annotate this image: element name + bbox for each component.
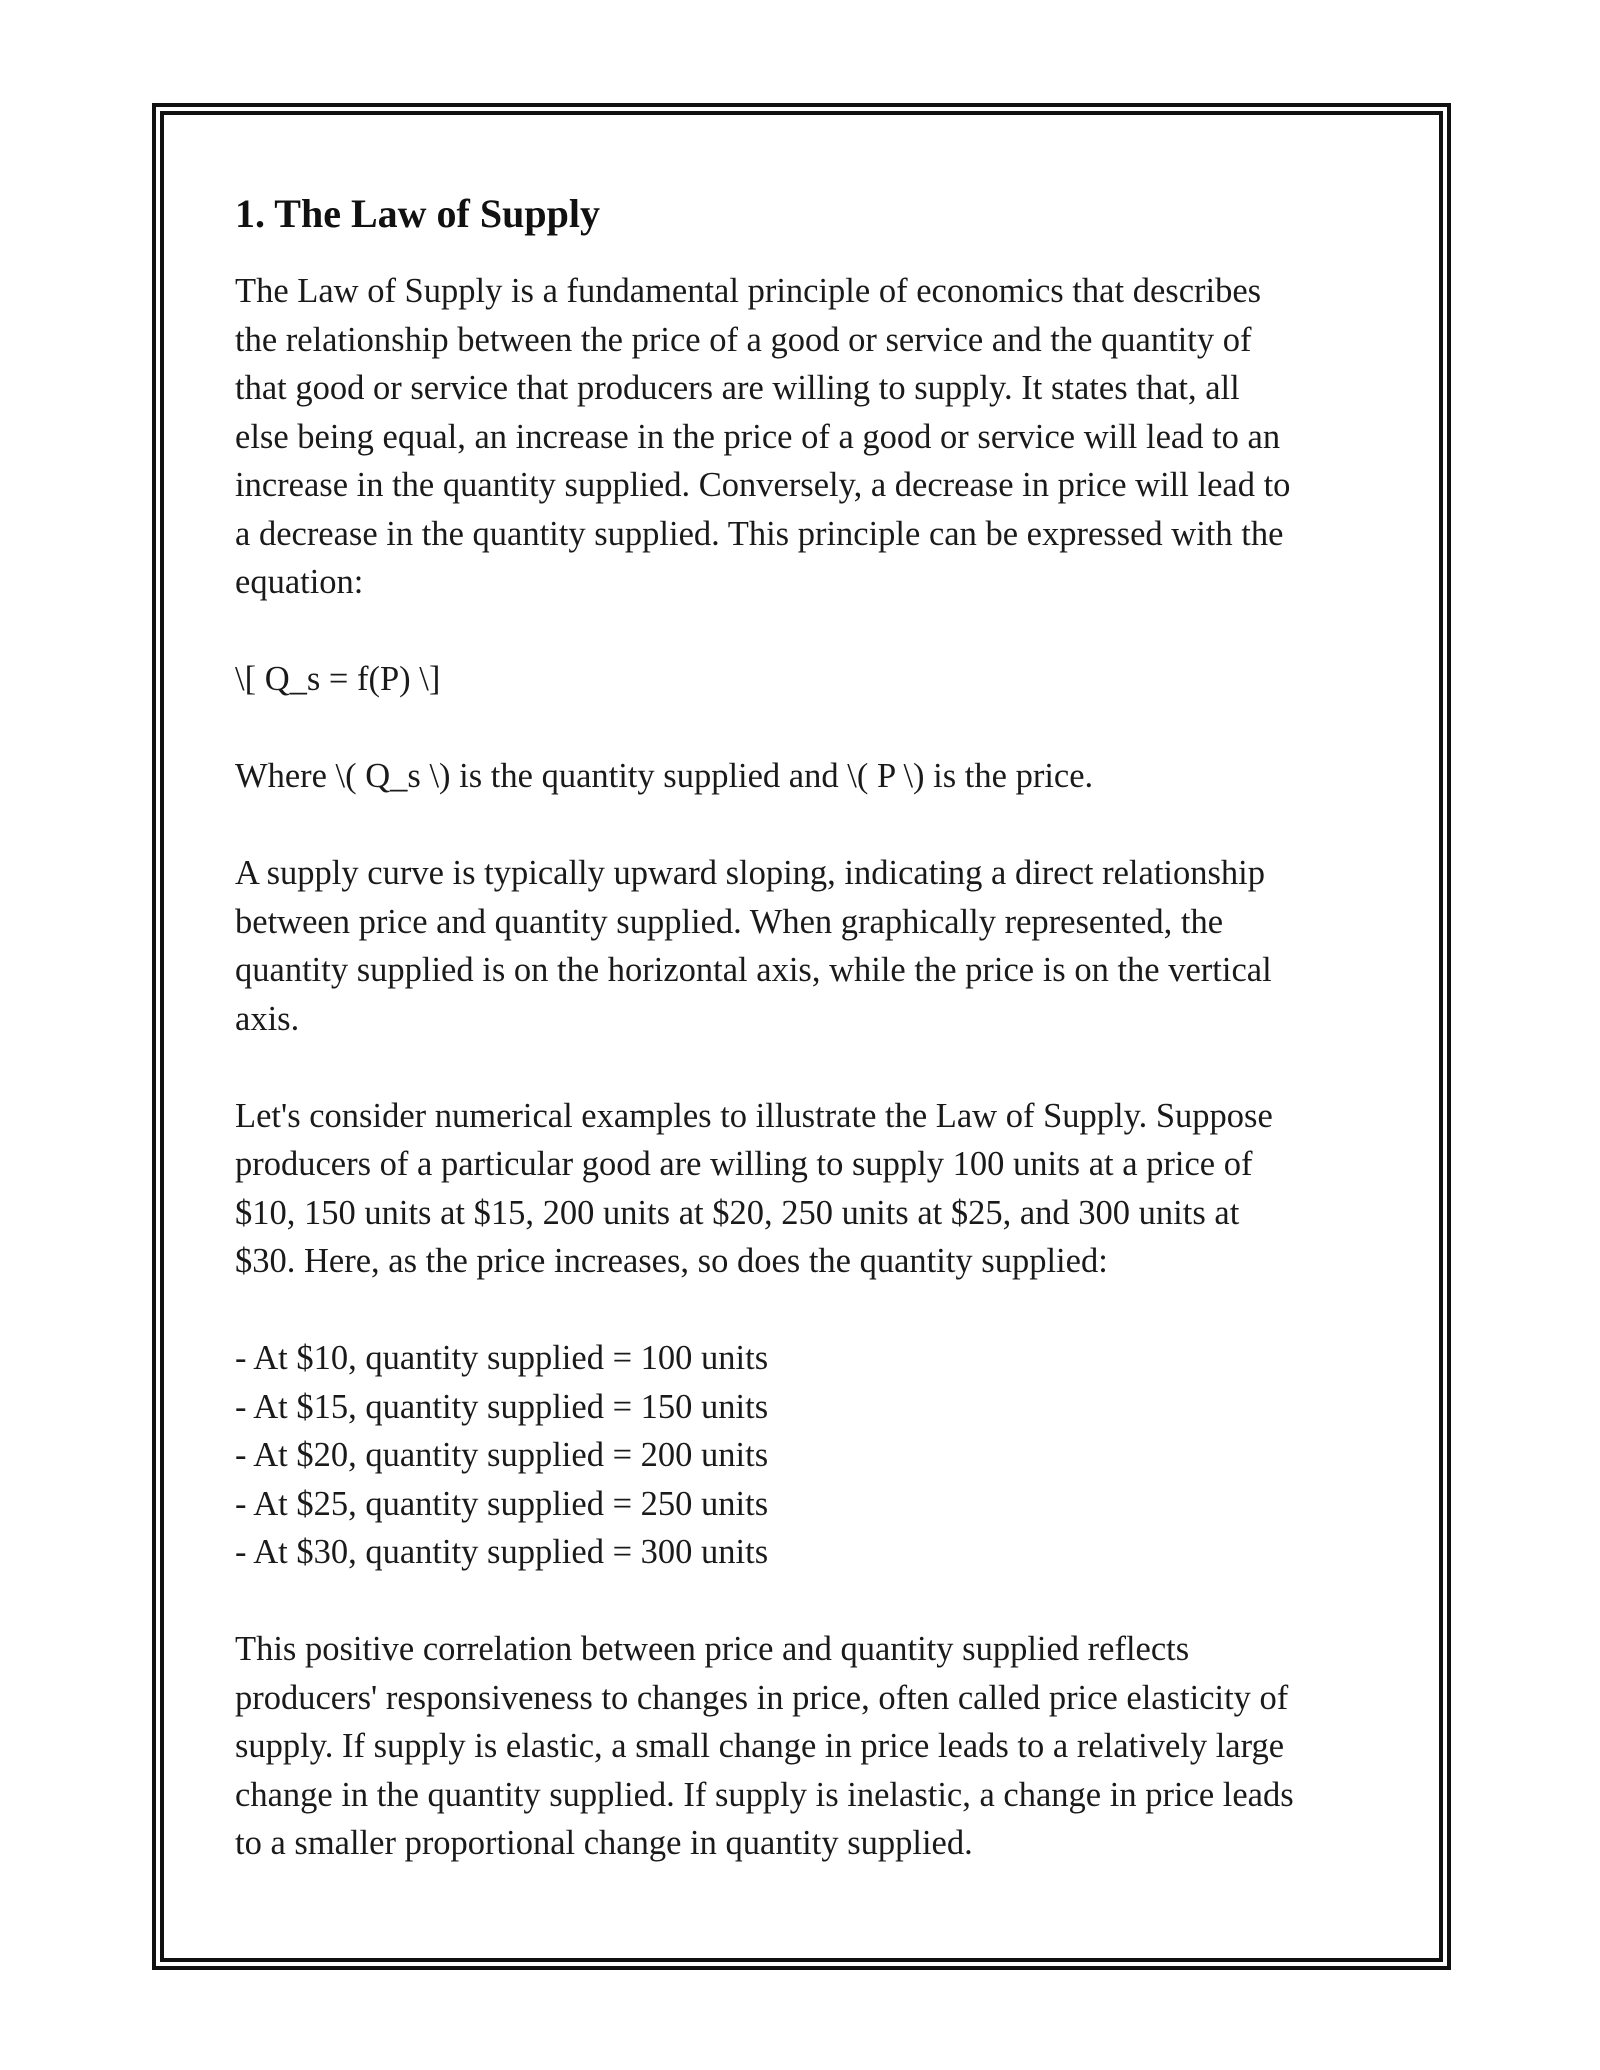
list-item: - At $20, quantity supplied = 200 units: [235, 1436, 769, 1474]
paragraph-equation-explanation: Where \( Q_s \) is the quantity supplied and \( P \) is the price.: [235, 757, 1094, 795]
document-body: [235, 190, 1375, 1916]
paragraph-elasticity: This positive correlation between price and quantity supplied reflects producers' responsiveness to changes in price, often called price elasticity of supply. If supply is elastic, a small change in price leads to a relatively large change in the quantity supplied. If supply is inelastic, a change in price leads to a smaller proportional change in quantity supplied.: [235, 1630, 1294, 1862]
equation: \[ Q_s = f(P) \]: [235, 660, 441, 698]
list-item: - At $10, quantity supplied = 100 units: [235, 1339, 769, 1377]
list-item: - At $15, quantity supplied = 150 units: [235, 1387, 769, 1426]
paragraph-law-definition: The Law of Supply is a fundamental principle of economics that describes the relationship between the price of a good or service and the quantity of that good or service that producers are willing to supply. It states that, all else being equal, an increase in the price of a good or service will lead to an increase in the quantity supplied. Conversely, a decrease in price will lead to a decrease in the quantity supplied. This principle can be expressed with the equation:: [235, 272, 1291, 601]
paragraph-supply-curve: A supply curve is typically upward sloping, indicating a direct relationship between price and quantity supplied. When graphically represented, the quantity supplied is on the horizontal axis, while the price is on the vertical axis.: [235, 854, 1272, 1038]
list-item: - At $30, quantity supplied = 300 units: [235, 1533, 769, 1571]
section-heading: 1. The Law of Supply: [235, 191, 600, 236]
paragraph-numerical-example: Let's consider numerical examples to illustrate the Law of Supply. Suppose producers of a particular good are willing to supply 100 units at a price of $10, 150 units at $15, 200 units at $20, 250 units at $25, and 300 units at $30. Here, as the price increases, so does the quantity supplied:: [235, 1096, 1273, 1280]
supply-schedule-list: [235, 1334, 1375, 1577]
list-item: - At $25, quantity supplied = 250 units: [235, 1484, 769, 1523]
